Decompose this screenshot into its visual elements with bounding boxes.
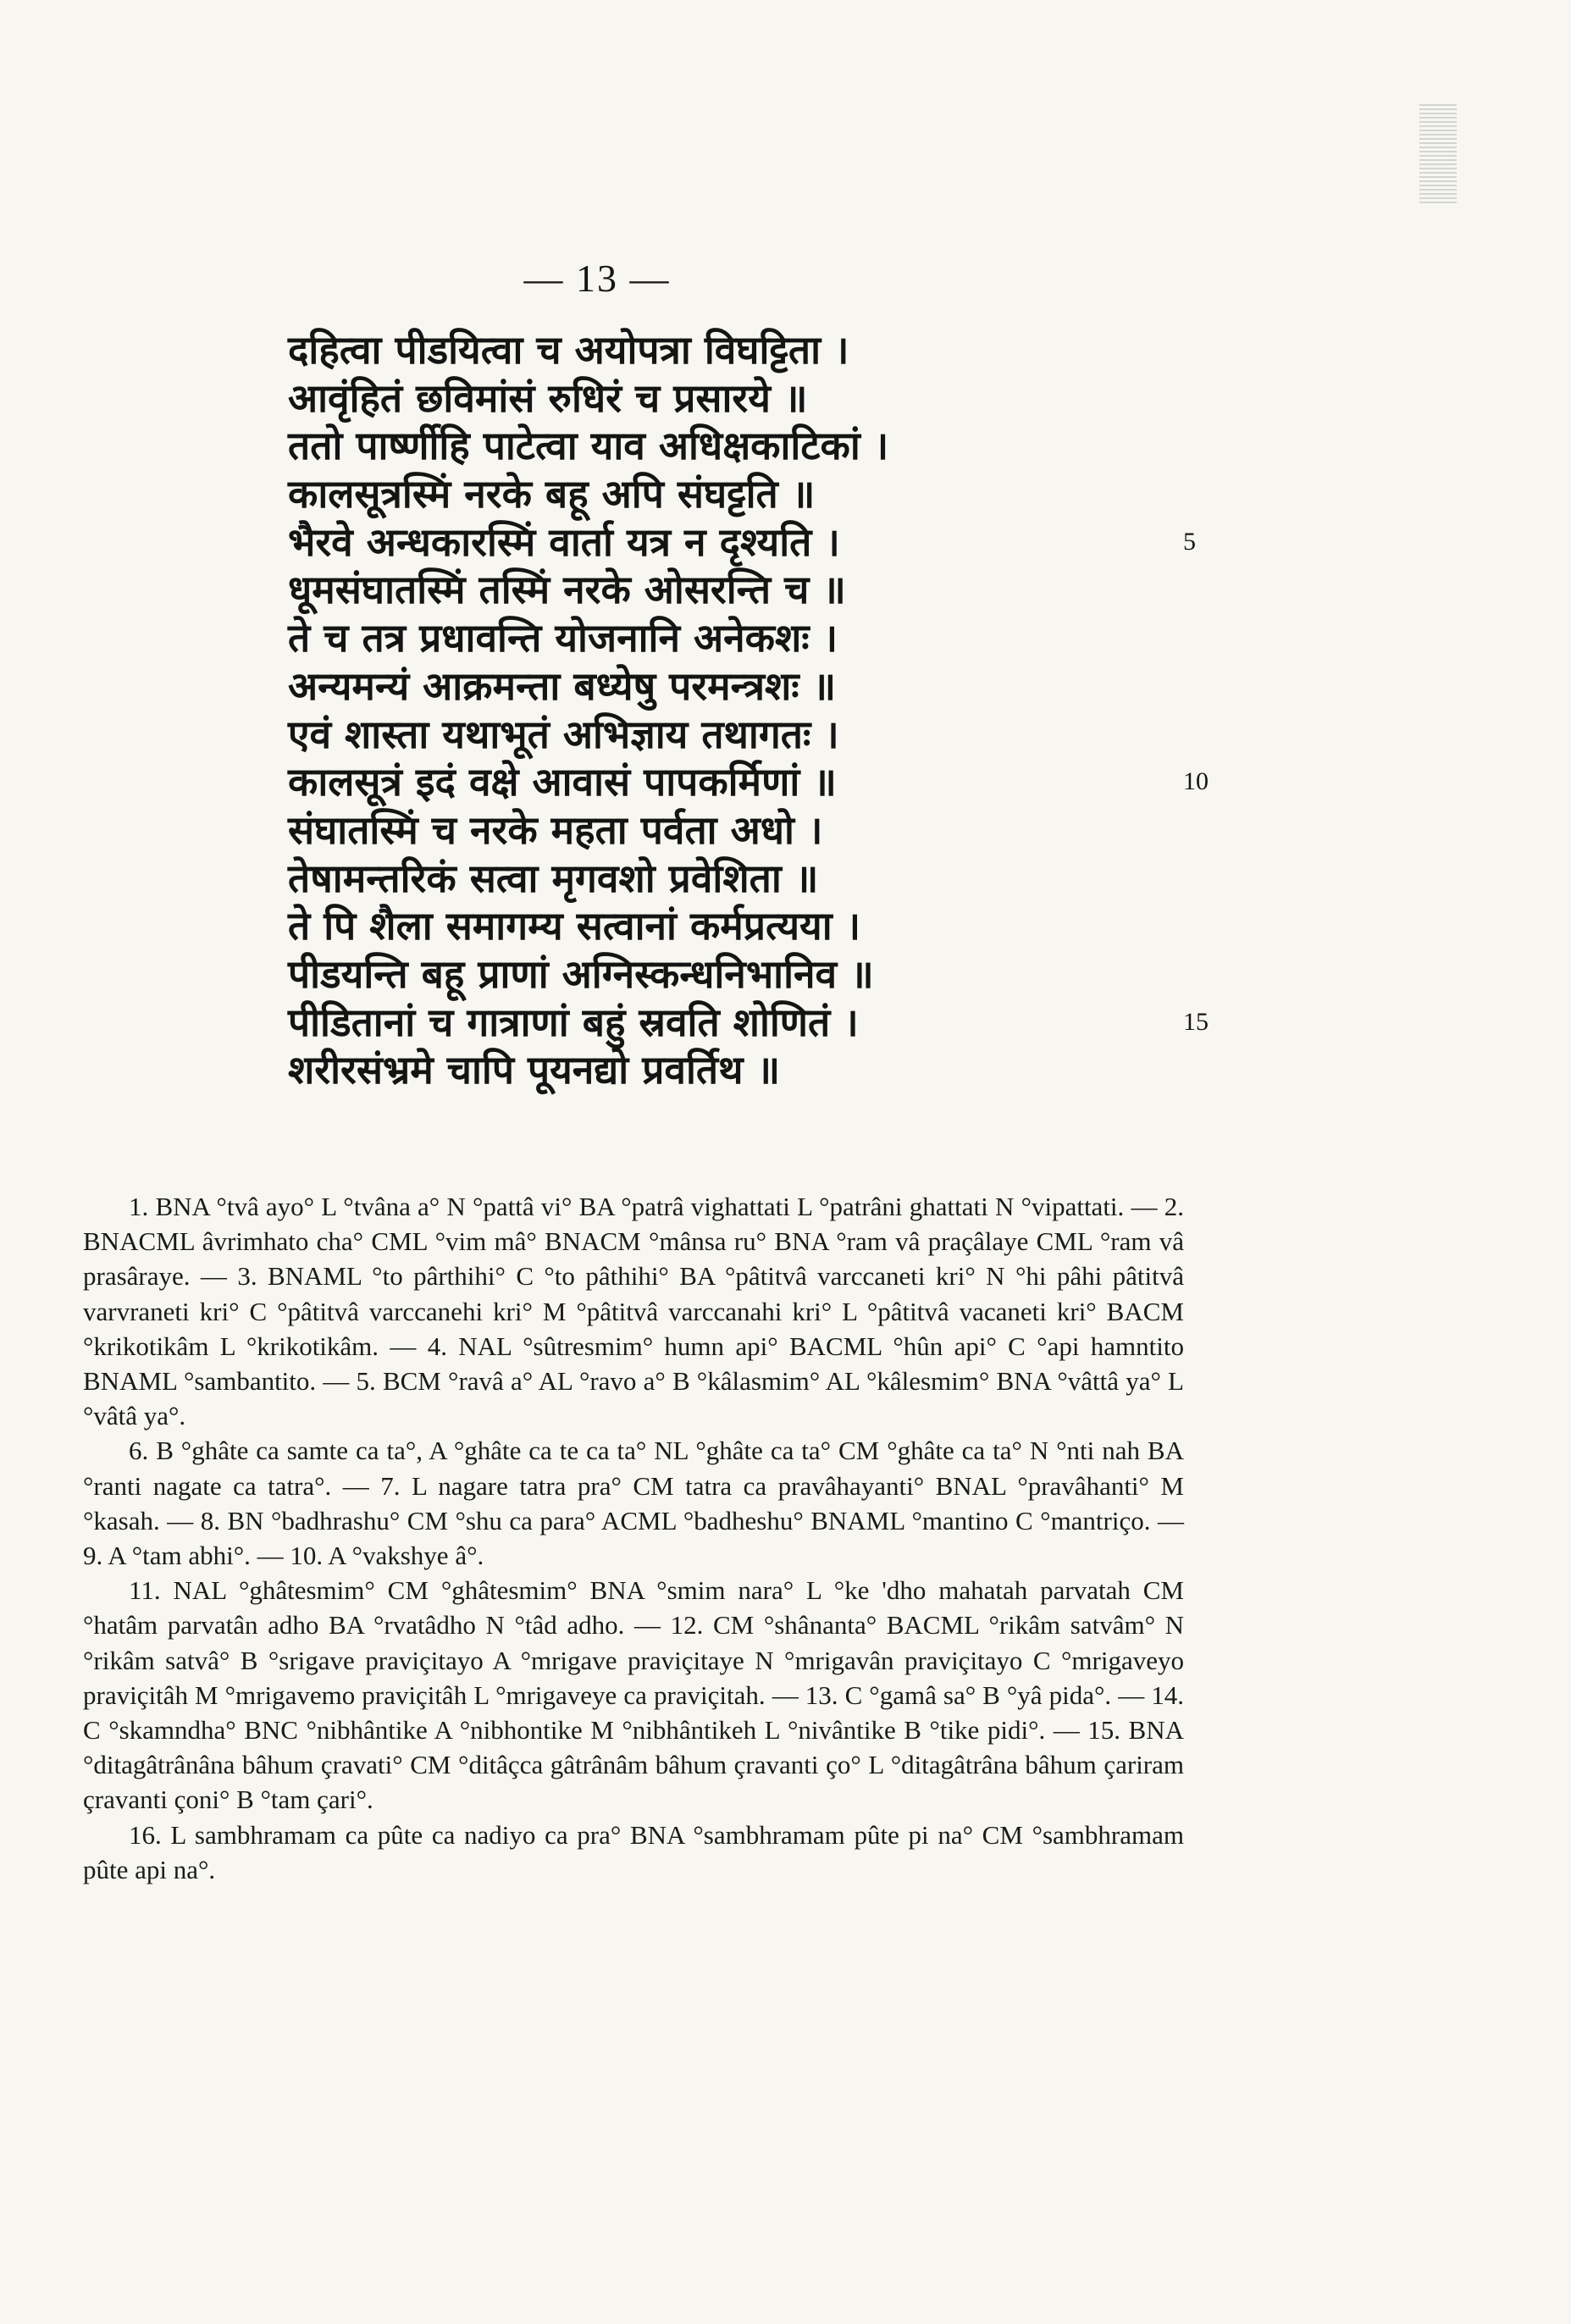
verse-line [288, 422, 1304, 470]
verse-text: तेषामन्तरिकं सत्वा मृगवशो प्रवेशिता ॥ [288, 855, 819, 901]
footnote-paragraph: 6. B °ghâte ca samte ca ta°, A °ghâte ca te ca ta° NL °ghâte ca ta° CM °ghâte ca ta° N °nti nah BA °ranti nagate ca tatra°. — 7. L nagare tatra pra° CM tatra ca pravâhayanti° BNAL °pravâhanti° M °kasah. — 8. BN °badhrashu° CM °shu ca para° ACML °badheshu° BNAML °mantino C °mantriço. — 9. A °tam abhi°. — 10. A °vakshye â°. [83, 1436, 1184, 1571]
verse-text: संघातस्मिं च नरके महता पर्वता अधो । [288, 806, 823, 853]
verse-line [288, 374, 1304, 423]
verse-line [288, 999, 1304, 1047]
verse-text: अन्यमन्यं आक्रमन्ता बध्येषु परमन्त्रशः ॥ [288, 662, 837, 709]
verse-text: शरीरसंभ्रमे चापि पूयनद्यो प्रवर्तिथ ॥ [288, 1047, 781, 1093]
line-number: 10 [1183, 767, 1209, 796]
verse-line [288, 326, 1304, 374]
verse-line [288, 902, 1304, 950]
verse-text: दहित्वा पीडयित्वा च अयोपत्रा विघट्टिता । [288, 327, 849, 373]
verse-text: ते च तत्र प्रधावन्ति योजनानि अनेकशः । [288, 615, 838, 661]
verse-text: पीडयन्ति बहू प्राणां अग्निस्कन्धनिभानिव ॥ [288, 950, 874, 997]
verse-line [288, 855, 1304, 903]
verse-line [288, 950, 1304, 999]
verse-line [288, 614, 1304, 662]
verse-text: ते पि शैला समागम्य सत्वानां कर्मप्रत्यया । [288, 903, 861, 949]
verse-line [288, 566, 1304, 614]
verse-line [288, 758, 1304, 806]
footnote-paragraph: 11. NAL °ghâtesmim° CM °ghâtesmim° BNA °smim nara° L °ke 'dho mahatah parvatah CM °hatâm parvatân adho BA °rvatâdho N °tâd adho. — 12. CM °shânanta° BACML °rikâm satvâm° N °rikâm satvâ° B °srigave praviçitayo A °mrigave praviçitaye N °mrigavân praviçitayo C °mrigaveyo praviçitâh M °mrigavemo praviçitâh L °mrigaveye ca praviçitah. — 13. C °gamâ sa° B °yâ pida°. — 14. C °skamndha° BNC °nibhântike A °nibhontike M °nibhântikeh L °nivântike B °tike pidi°. — 15. BNA °ditagâtrânâna bâhum çravati° CM °ditâçca gâtrânâm bâhum çravanti ço° L °ditagâtrâna bâhum çariram çravanti çoni° B °tam çari°. [83, 1575, 1184, 1815]
verse-text: पीडितानां च गात्राणां बहुं स्रवति शोणितं । [288, 999, 859, 1045]
verse-line [288, 518, 1304, 567]
verse-text: ततो पार्ष्णीहि पाटेत्वा याव अधिक्षकाटिकां । [288, 423, 889, 469]
scan-artifact [1419, 102, 1457, 203]
verse-line [288, 662, 1304, 711]
verse-text: कालसूत्रस्मिं नरके बहू अपि संघट्टति ॥ [288, 471, 816, 517]
verse-text: धूमसंघातस्मिं तस्मिं नरके ओसरन्ति च ॥ [288, 567, 846, 613]
verse-line [288, 470, 1304, 518]
line-number: 5 [1183, 527, 1196, 556]
verse-text: आवृंहितं छविमांसं रुधिरं च प्रसारये ॥ [288, 374, 808, 421]
footnote-paragraph: 1. BNA °tvâ ayo° L °tvâna a° N °pattâ vi° BA °patrâ vighattati L °patrâni ghattati N °vipattati. — 2. BNACML âvrimhato cha° CML °vim mâ° BNACM °mânsa ru° BNA °ram vâ praçâlaye CML °ram vâ prasâraye. — 3. BNAML °to pârthihi° C °to pâthihi° BA °pâtitvâ varccaneti kri° N °hi pâhi pâtitvâ varvraneti kri° C °pâtitvâ varccanehi kri° M °pâtitvâ varccanahi kri° L °pâtitvâ vacaneti kri° BACM °krikotikâm L °krikotikâm. — 4. NAL °sûtresmim° humn api° BACML °hûn api° C °api hamntito BNAML °sambantito. — 5. BCM °ravâ a° AL °ravo a° B °kâlasmim° AL °kâlesmim° BNA °vâttâ ya° L °vâtâ ya°. [83, 1192, 1184, 1431]
verse-text: भैरवे अन्धकारस्मिं वार्ता यत्र न दृश्यति । [288, 518, 840, 565]
page-number: — 13 — [523, 257, 671, 300]
verse-text: कालसूत्रं इदं वक्षे आवासं पापकर्मिणां ॥ [288, 759, 837, 805]
footnote-paragraph: 16. L sambhramam ca pûte ca nadiyo ca pra° BNA °sambhramam pûte pi na° CM °sambhramam pûte api na°. [83, 1819, 1184, 1884]
verse-line [288, 1046, 1304, 1094]
verse-line [288, 711, 1304, 759]
critical-apparatus [83, 1189, 1184, 1887]
line-number: 15 [1183, 1007, 1209, 1036]
verse-block [288, 326, 1304, 1094]
verse-text: एवं शास्ता यथाभूतं अभिज्ञाय तथागतः । [288, 711, 839, 757]
verse-line [288, 806, 1304, 855]
